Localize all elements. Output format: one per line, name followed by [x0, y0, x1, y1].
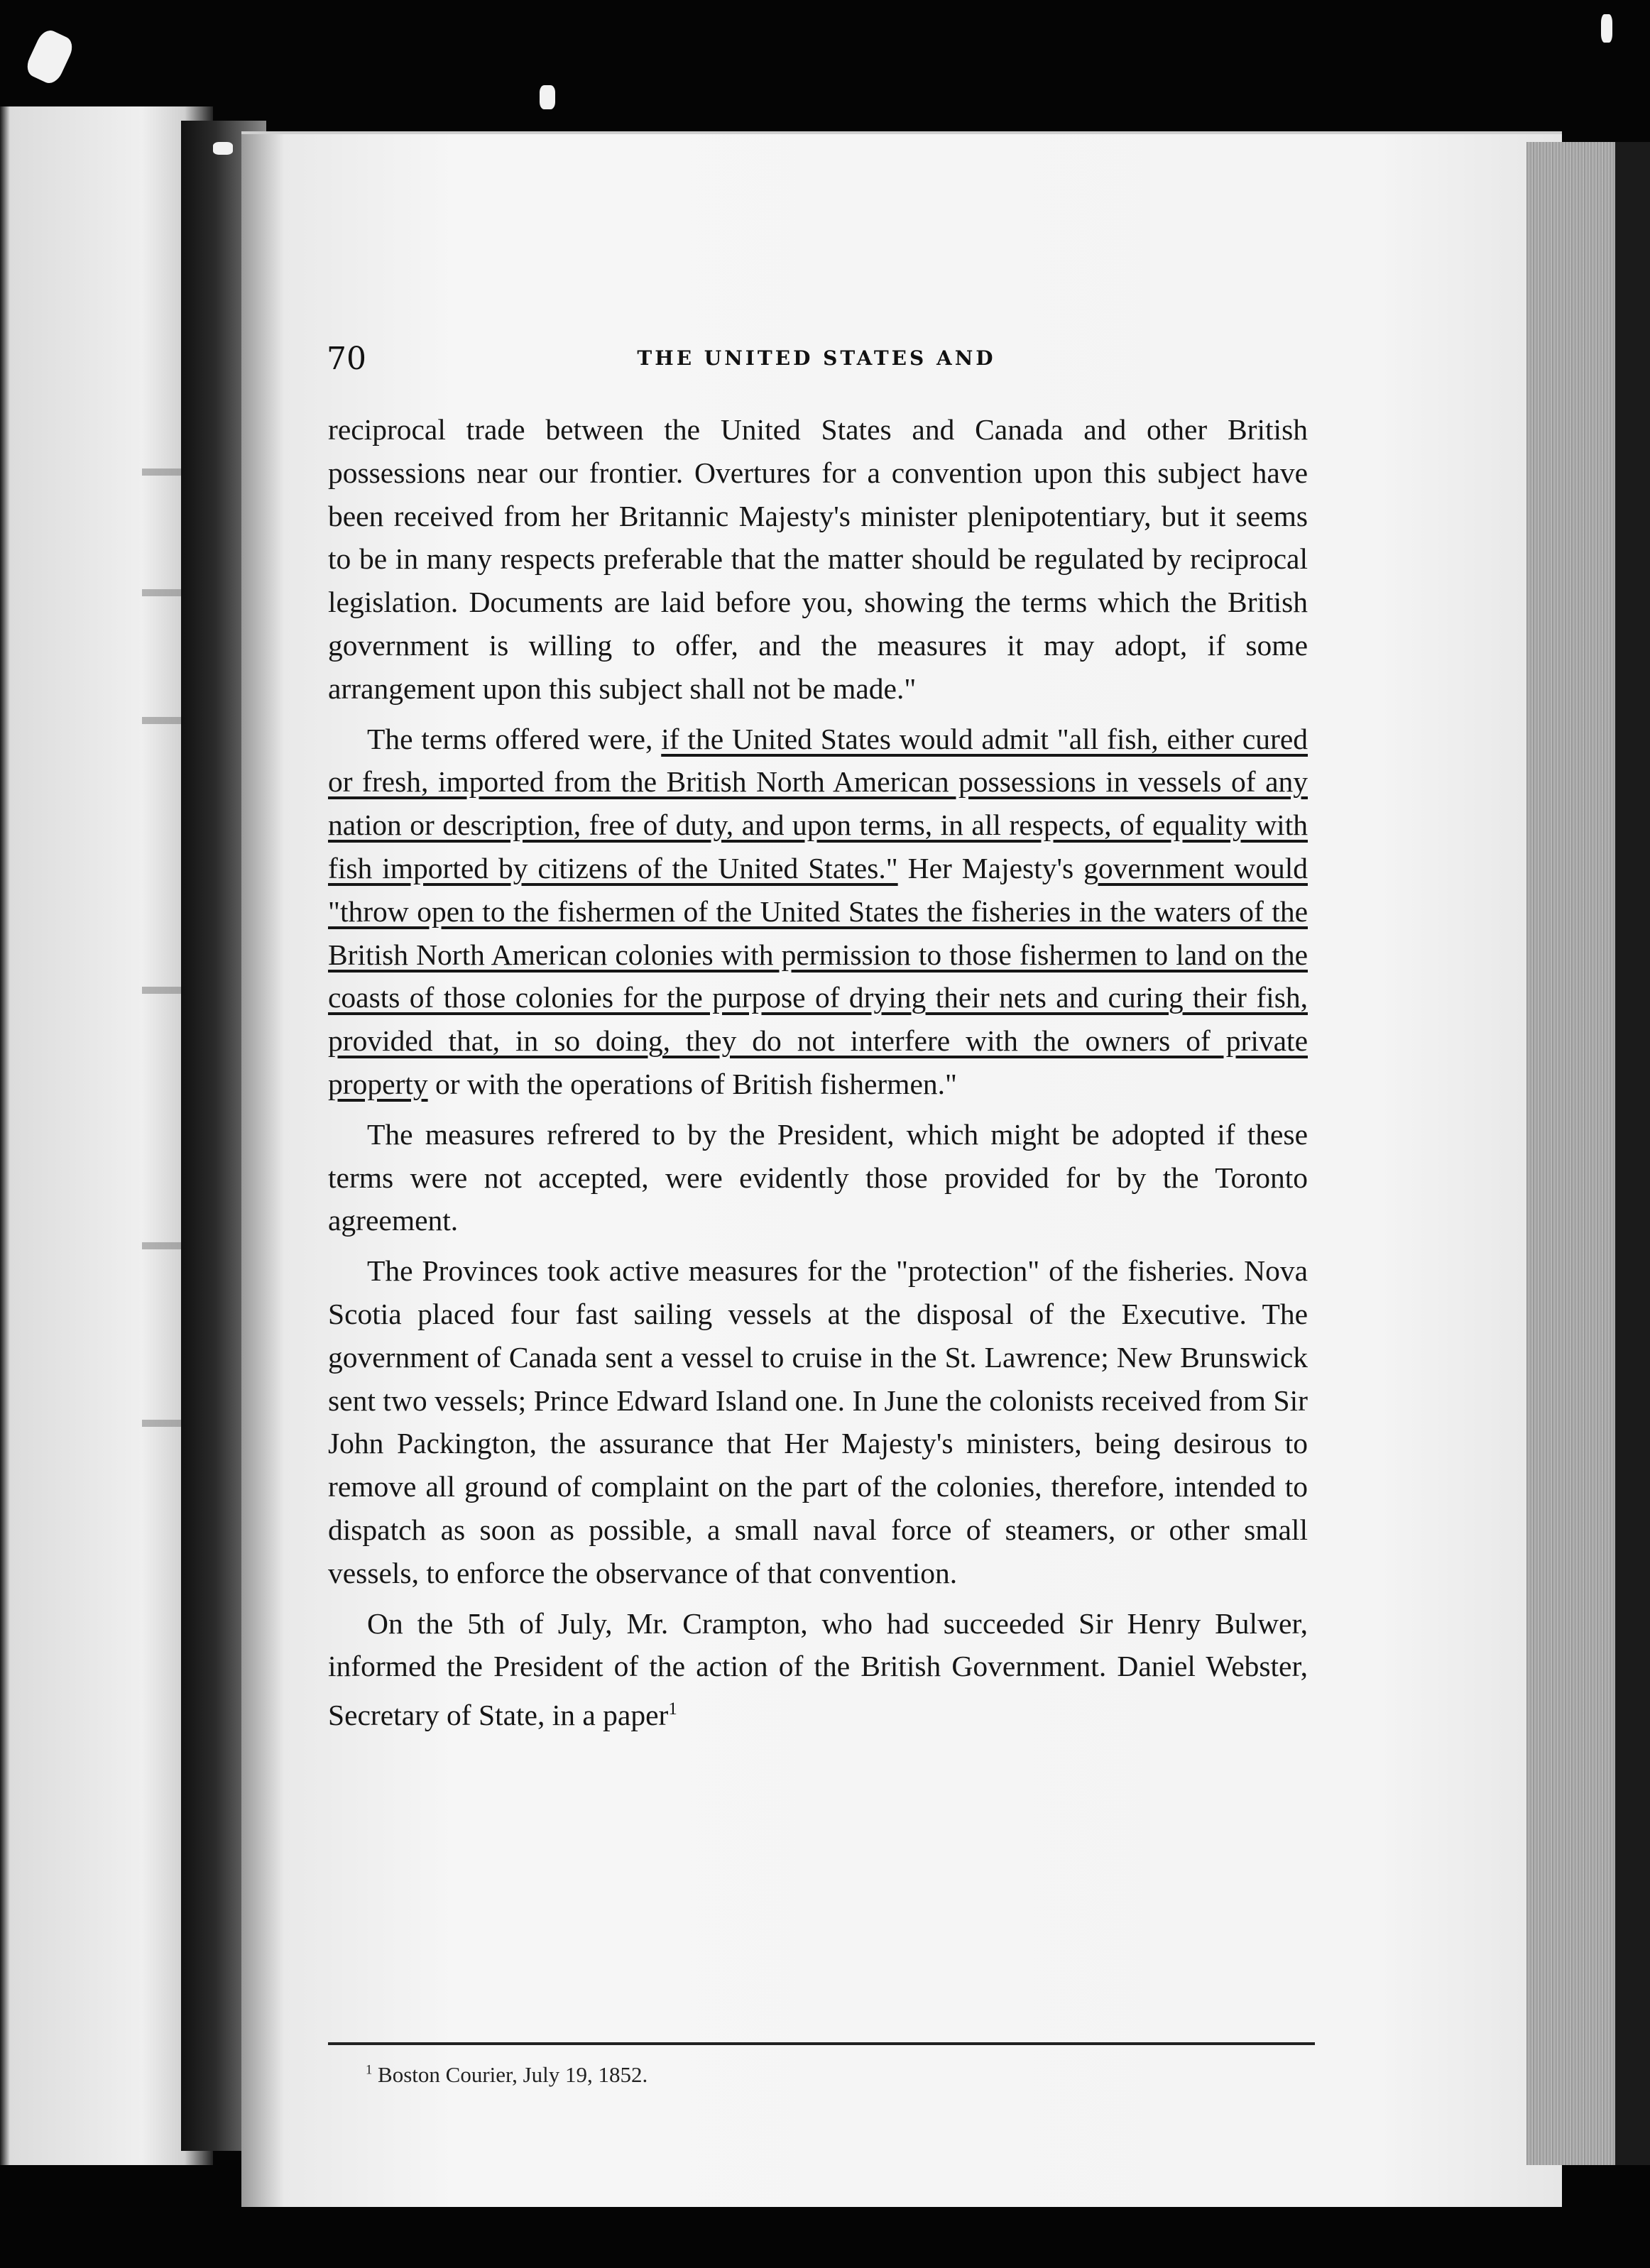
paragraph — [328, 718, 1308, 1106]
text-segment: On the 5th of July, Mr. Crampton, who had succeeded Sir Henry Bulwer, informed the President of the action of the British Government. Daniel Webster, Secretary of State, in a paper — [328, 1606, 1308, 1731]
body-text — [328, 408, 1308, 1737]
underlined-passage: if the United States would admit "all fish, either cured or fresh, imported from the British North American possessions in vessels of any nation or description, free of duty, and upon terms, in all respects, of equality with fish imported by citizens of the United States." — [328, 722, 1308, 884]
bleed-through-mark — [142, 987, 185, 994]
bleed-through-mark — [142, 1420, 185, 1427]
scan-speck — [1601, 14, 1612, 43]
paragraph — [328, 408, 1308, 711]
footnote — [366, 2062, 648, 2088]
bleed-through-mark — [142, 1242, 185, 1249]
paragraph — [328, 1113, 1308, 1242]
scan-speck — [540, 85, 555, 109]
footnote-text: Boston Courier, July 19, 1852. — [378, 2062, 648, 2087]
text-segment: The terms offered were, — [367, 722, 662, 755]
bleed-through-mark — [142, 469, 185, 476]
footnote-rule — [328, 2042, 1315, 2045]
page-number: 70 — [327, 341, 366, 377]
paragraph — [328, 1249, 1308, 1594]
running-head — [327, 341, 1306, 383]
text-segment: reciprocal trade between the United States and Canada and other British possessions near our frontier. Overtures for a convention upon this subject have been received from her Britannic Majesty's minister plenipotentiary, but it seems to be in many respects preferable that the matter should be regulated by reciprocal legislation. Documents are laid before you, showing the terms which the British government is willing to offer, and the measures it may adopt, if some arrangement upon this subject shall not be made." — [328, 413, 1308, 705]
edge-shadow — [1615, 142, 1650, 2165]
text-segment: The Provinces took active measures for the "protection" of the fisheries. Nova Scotia placed four fast sailing vessels at the disposal of the Executive. The government of Canada sent a vessel to cruise in the St. Lawrence; New Brunswick sent two vessels; Prince Edward Island one. In June the colonists received from Sir John Packington, the assurance that Her Majesty's ministers, being desirous to remove all ground of complaint on the part of the colonies, therefore, intended to dispatch as soon as possible, a small naval force of steamers, or other small vessels, to enforce the observance of that convention. — [328, 1254, 1308, 1589]
text-segment: Her Majesty's — [897, 851, 1084, 884]
text-segment: or with the operations of British fishermen." — [427, 1067, 957, 1100]
underlined-passage: government would "throw open to the fishermen of the United States the fisheries in the waters of the British North American colonies with permission to those fishermen to land on the coasts of those colonies for the purpose of drying their nets and curing their fish, provided that, in so doing, they do not interfere with the owners of private property — [328, 851, 1308, 1100]
text-segment: The measures refrered to by the President, which might be adopted if these terms were not accepted, were evidently those provided for by the Toronto agreement. — [328, 1117, 1308, 1237]
running-title: THE UNITED STATES AND — [637, 346, 996, 370]
page-edges — [1526, 142, 1615, 2165]
scan-speck — [213, 142, 233, 155]
scan-speck — [23, 27, 77, 87]
bleed-through-mark — [142, 589, 185, 596]
paragraph — [328, 1602, 1308, 1737]
bleed-through-mark — [142, 717, 185, 724]
footnote-reference: 1 — [668, 1699, 677, 1719]
footnote-marker: 1 — [366, 2062, 373, 2078]
